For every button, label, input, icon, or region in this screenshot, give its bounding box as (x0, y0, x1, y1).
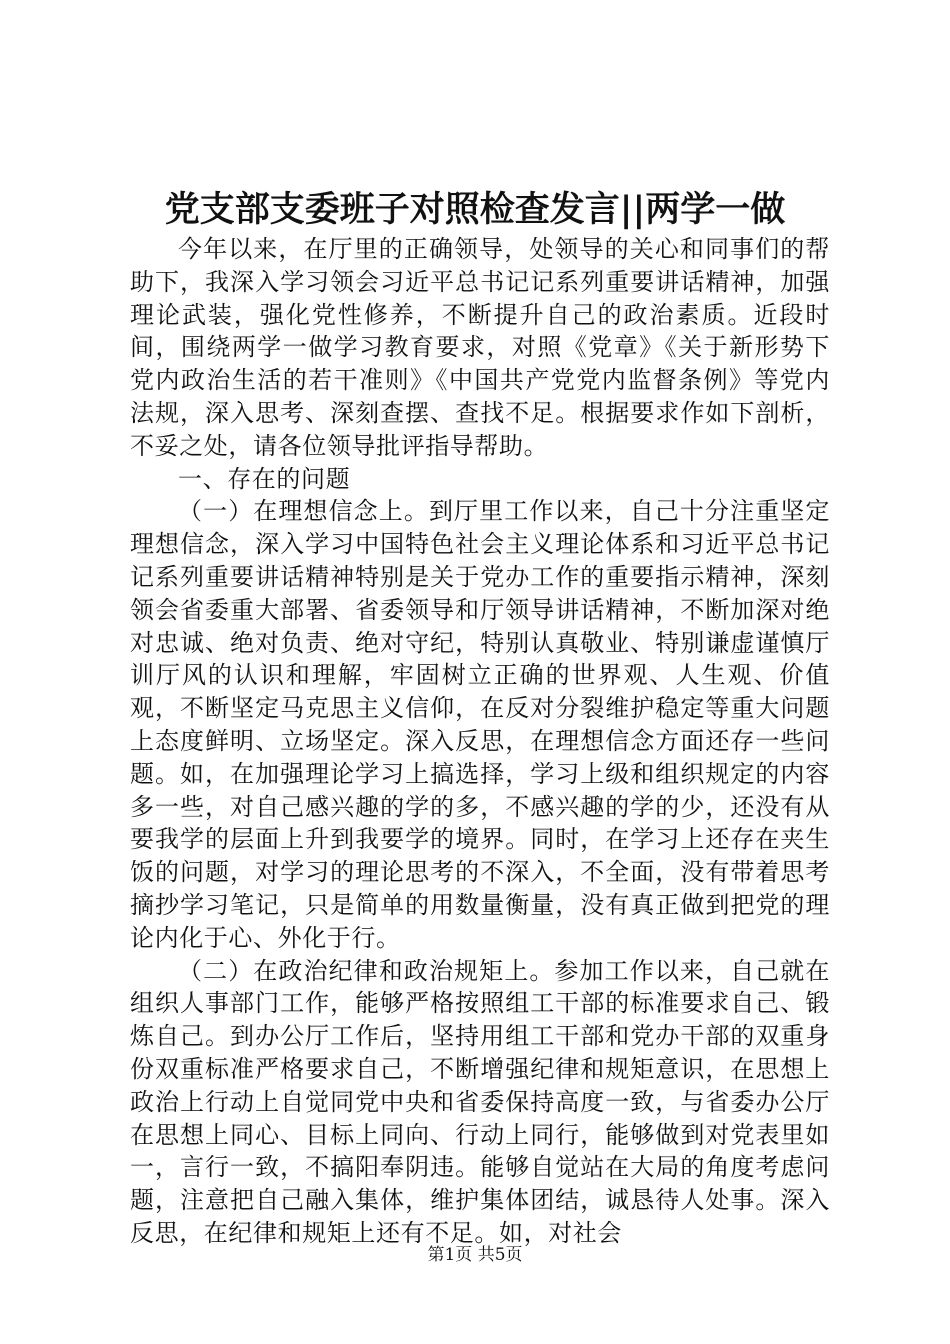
section-heading-problems: 一、存在的问题 (178, 464, 351, 493)
page-footer: 第1页 共5页 (427, 1245, 523, 1265)
document-body (130, 233, 830, 1250)
item-political-discipline-paragraph: （二）在政治纪律和政治规矩上。参加工作以来，自己就在组织人事部门工作，能够严格按照组工干部的标准要求自己、锻炼自己。到办公厅工作后，坚持用组工干部和党办干部的双重身份双重标准严格要求自己，不断增强纪律和规矩意识，在思想上政治上行动上自觉同党中央和省委保持高度一致，与省委办公厅在思想上同心、目标上同向、行动上同行，能够做到对党表里如一，言行一致，不搞阳奉阴违。能够自觉站在大局的角度考虑问题，注意把自己融入集体，维护集体团结，诚恳待人处事。深入反思，在纪律和规矩上还有不足。如，对社会 (130, 956, 830, 1247)
item-ideals-beliefs-paragraph: （一）在理想信念上。到厅里工作以来，自己十分注重坚定理想信念，深入学习中国特色社会主义理论体系和习近平总书记记系列重要讲话精神特别是关于党办工作的重要指示精神，深刻领会省委重大部署、省委领导和厅领导讲话精神，不断加深对绝对忠诚、绝对负责、绝对守纪，特别认真敬业、特别谦虚谨慎厅训厅风的认识和理解，牢固树立正确的世界观、人生观、价值观，不断坚定马克思主义信仰，在反对分裂维护稳定等重大问题上态度鲜明、立场坚定。深入反思，在理想信念方面还存一些问题。如，在加强理论学习上搞选择，学习上级和组织规定的内容多一些，对自己感兴趣的学的多，不感兴趣的学的少，还没有从要我学的层面上升到我要学的境界。同时，在学习上还存在夹生饭的问题，对学习的理论思考的不深入，不全面，没有带着思考摘抄学习笔记，只是简单的用数量衡量，没有真正做到把党的理论内化于心、外化于行。 (130, 497, 830, 952)
document-title: 党支部支委班子对照检查发言||两学一做 (164, 189, 786, 230)
intro-paragraph: 今年以来，在厅里的正确领导，处领导的关心和同事们的帮助下，我深入学习领会习近平总书记记系列重要讲话精神，加强理论武装，强化党性修养，不断提升自己的政治素质。近段时间，围绕两学一做学习教育要求，对照《党章》《关于新形势下党内政治生活的若干准则》《中国共产党党内监督条例》等党内法规，深入思考、深刻查摆、查找不足。根据要求作如下剖析，不妥之处，请各位领导批评指导帮助。 (130, 235, 830, 460)
